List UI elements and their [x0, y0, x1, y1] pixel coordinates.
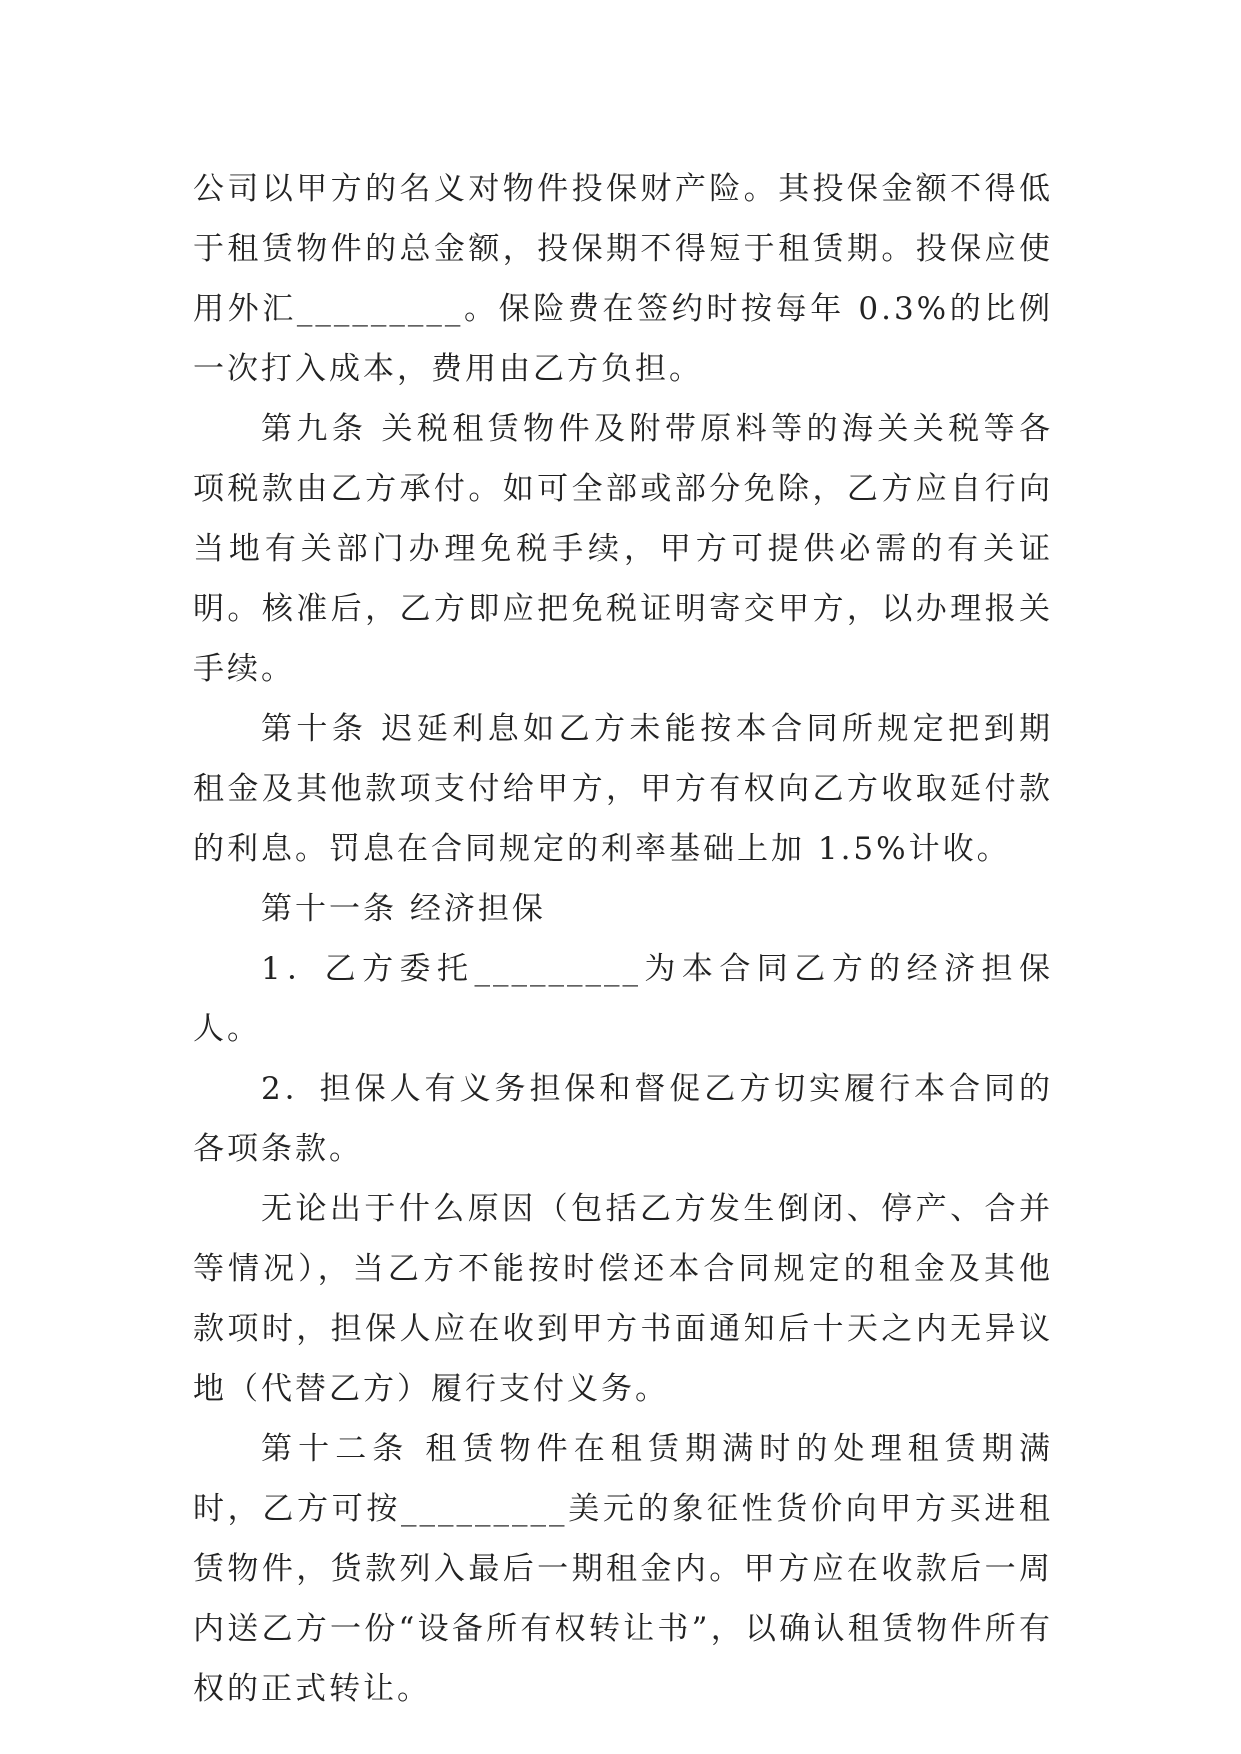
paragraph-guarantor-obligation: 无论出于什么原因（包括乙方发生倒闭、停产、合并等情况），当乙方不能按时偿还本合同规定的租金及其他款项时，担保人应在收到甲方书面通知后十天之内无异议地（代替乙方）履行支付义务。 — [193, 1191, 1053, 1407]
paragraph-insurance-continuation: 公司以甲方的名义对物件投保财产险。其投保金额不得低于租赁物件的总金额，投保期不得短于租赁期。投保应使用外汇_________。保险费在签约时按每年 0.3%的比例一次打入成本，费用由乙方负担。 — [193, 171, 1053, 387]
paragraph-article-11-heading: 第十一条 经济担保 — [261, 891, 546, 927]
paragraph-article-9-customs: 第九条 关税租赁物件及附带原料等的海关关税等各项税款由乙方承付。如可全部或部分免除，乙方应自行向当地有关部门办理免税手续，甲方可提供必需的有关证明。核准后，乙方即应把免税证明寄交甲方，以办理报关手续。 — [193, 411, 1053, 687]
paragraph-article-11-item-2: 2．担保人有义务担保和督促乙方切实履行本合同的各项条款。 — [193, 1071, 1053, 1167]
paragraph-article-10-late-interest: 第十条 迟延利息如乙方未能按本合同所规定把到期租金及其他款项支付给甲方，甲方有权向乙方收取延付款的利息。罚息在合同规定的利率基础上加 1.5%计收。 — [193, 711, 1053, 867]
paragraph-article-11-item-1: 1．乙方委托_________为本合同乙方的经济担保人。 — [193, 951, 1053, 1047]
contract-text-body — [193, 159, 1053, 1719]
paragraph-article-12-expiry: 第十二条 租赁物件在租赁期满时的处理租赁期满时，乙方可按_________美元的象征性货价向甲方买进租赁物件，货款列入最后一期租金内。甲方应在收款后一周内送乙方一份“设备所有权转让书”，以确认租赁物件所有权的正式转让。 — [193, 1431, 1053, 1707]
